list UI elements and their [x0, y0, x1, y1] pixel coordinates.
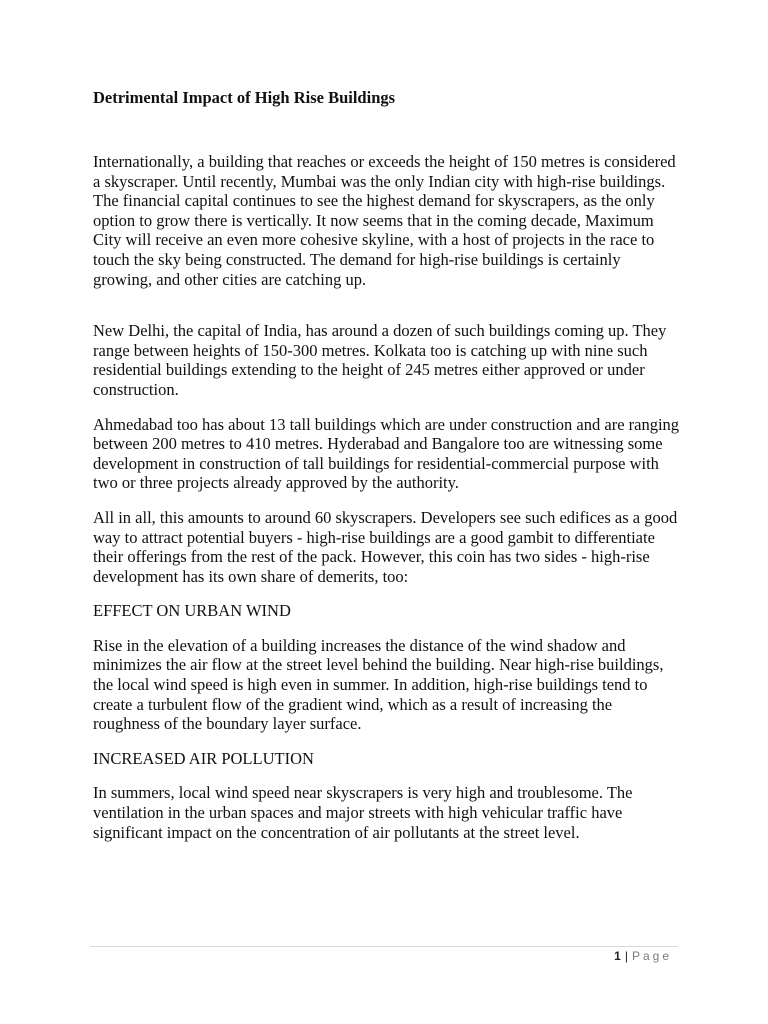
heading-urban-wind: EFFECT ON URBAN WIND — [93, 601, 291, 621]
document-title: Detrimental Impact of High Rise Buildings — [93, 88, 396, 107]
footer-divider — [90, 946, 678, 947]
page-number: 1 — [614, 949, 621, 963]
paragraph-urban-wind: Rise in the elevation of a building increases the distance of the wind shadow and minimizes the air flow at the street level behind the building. Near high-rise buildings, the local wind speed is high even in summer. In addition, high-rise buildings tend to create a turbulent flow of the gradient wind, which as a result of increasing the roughness of the boundary layer surface. — [93, 635, 664, 734]
document-body — [93, 86, 683, 842]
paragraph-summary: All in all, this amounts to around 60 skyscrapers. Developers see such edifices as a good way to attract potential buyers - high-rise buildings are a good gambit to differentiate their offerings from the rest of the pack. However, this coin has two sides - high-rise development has its own share of demerits, too: — [93, 507, 678, 586]
paragraph-delhi-kolkata: New Delhi, the capital of India, has around a dozen of such buildings coming up. They range between heights of 150-300 metres. Kolkata too is catching up with nine such residential buildings extending to the height of 245 metres either approved or under construction. — [93, 321, 667, 399]
paragraph-intro: Internationally, a building that reaches or exceeds the height of 150 metres is considered a skyscraper. Until recently, Mumbai was the only Indian city with high-rise buildings. The financial capital continues to see the highest demand for skyscrapers, as the only option to grow there is vertically. It now seems that in the coming decade, Maximum City will receive an even more cohesive skyline, with a host of projects in the race to touch the sky being constructed. The demand for high-rise buildings is certainly growing, and other cities are catching up. — [93, 152, 676, 289]
page-label: Page — [631, 949, 672, 963]
page-separator: | — [624, 949, 628, 963]
page-footer — [614, 948, 672, 964]
heading-air-pollution: INCREASED AIR POLLUTION — [93, 748, 314, 768]
paragraph-ahmedabad: Ahmedabad too has about 13 tall buildings which are under construction and are ranging between 200 metres to 410 metres. Hyderabad and Bangalore too are witnessing some development in construction of tall buildings for residential-commercial purpose with two or three projects already approved by the authority. — [93, 414, 680, 493]
paragraph-air-pollution: In summers, local wind speed near skyscrapers is very high and troublesome. The ventilation in the urban spaces and major streets with high vehicular traffic have significant impact on the concentration of air pollutants at the street level. — [93, 783, 633, 842]
